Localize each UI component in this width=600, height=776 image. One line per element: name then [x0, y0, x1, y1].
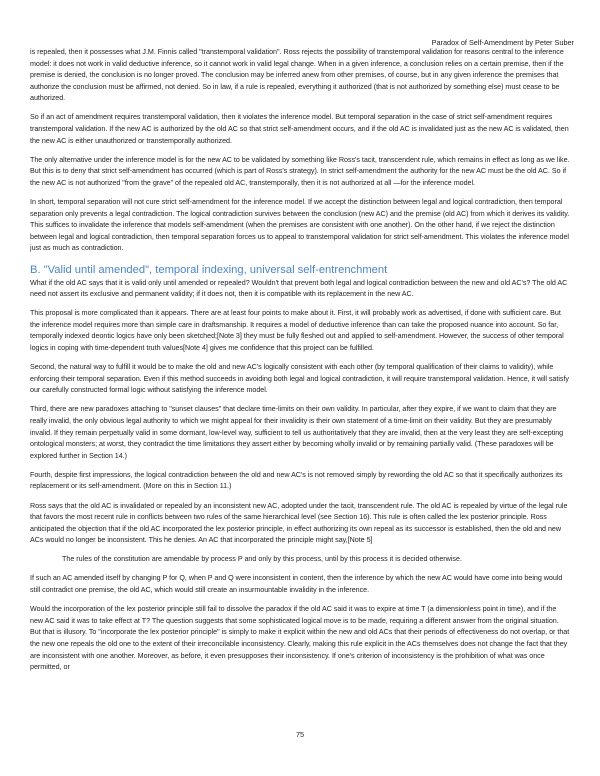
paragraph: Third, there are new paradoxes attaching to "sunset clauses" that declare time-limits on their own validity. In particular, after they expire, if we want to claim that they are really invalid, the only obvious legal authority to which we might appeal for their invalidity is their own statement of a time-limit on their validity. But they are presumably invalid. If they remain perpetually valid in some dormant, low-level way, sufficient to tell us authoritatively that they are invalid, then at the very least they are self-excepting ontological monsters; at worst, they contradict the time limitations they assert either by becoming wholly invalid or by remaining partially valid. (These paradoxes will be explored further in Section 14.): [30, 405, 564, 460]
paragraph: The only alternative under the inference model is for the new AC to be validated by something like Ross's tacit, transcendent rule, which remains in effect as long as we like. But this is to deny that strict self-amendment has occurred (which is part of Ross's strategy). In strict self-amendment the authority for the new AC must be the old AC. So if the new AC is not authorized "from the grave" of the repealed old AC, transtemporally, then it is not authorized at all —for the inference model.: [30, 155, 570, 187]
paragraph: Fourth, despite first impressions, the logical contradiction between the old and new AC's is not removed simply by rewording the old AC so that it specifically authorizes its replacement or its self-amendment. (More on this in Section 11.): [30, 470, 563, 491]
paragraph: In short, temporal separation will not cure strict self-amendment for the inference model. If we accept the distinction between legal and logical contradiction, then temporal separation only prevents a legal contradiction. The logical contradiction survives between the conclusion (new AC) and the premise (old AC) from which it derives its validity. This suffices to invalidate the inference that models self-amendment (when the premises are consistent with one another). On the other hand, if we reject the distinction between legal and logical contradiction, then temporal separation forces us to appeal to transtemporal validation for strict self-amendment. This violates the inference model just as much as contradiction.: [30, 198, 570, 253]
page-number: 75: [295, 730, 305, 739]
paragraph: So if an act of amendment requires transtemporal validation, then it violates the inference model. But temporal separation in the case of strict self-amendment requires transtemporal validation. If the new AC is authorized by the old AC so that strict self-amendment occurs, and if the old AC is invalidated just as the new AC is validated, then the new AC is either unauthorized or transtemporally authorized.: [30, 113, 569, 145]
paragraph: If such an AC amended itself by changing P for Q, when P and Q were inconsistent in content, then the inference by which the new AC would have come into being would still contradict one premise, the old AC, which would still create an insurmountable invalidity in the inference.: [30, 574, 563, 595]
paragraph: Ross says that the old AC is invalidated or repealed by an inconsistent new AC, adopted under the tacit, transcendent rule. The old AC is repealed by virtue of the legal rule that favors the most recent rule in conflicts between two rules of the same hierarchical level (see Section 16). This rule is often called the lex posterior principle. Ross anticipated the objection that if the old AC incorporated the lex posterior principle, in effect authorizing its own repeal as its successor is established, then the old and new ACs would no longer be inconsistent. This he denies. An AC that incorporated the principle might say,[Note 5]: [30, 501, 568, 545]
paragraph: This proposal is more complicated than it appears. There are at least four points to make about it. First, it will probably work as advertised, if done with sufficient care. But the inference model requires more than simple care in draftsmanship. It requires a model of deductive inference than can take the proposed nuance into account. So far, temporally indexed deontic logics have only been sketched;[Note 3] they must be fully fleshed out and applied to self-amendment. However, the success of other temporal logics in coping with time-dependent truth values[Note 4] gives me confidence that this project can be fulfilled.: [30, 309, 564, 352]
paragraph: Second, the natural way to fulfill it would be to make the old and new AC's logically consistent with each other (by temporal qualification of their claims to validity), while enforcing their temporal separation. Even if this method succeeds in avoiding both legal and logical contradiction, it will require transtemporal validation. Hence, it will satisfy our carefully constructed formal logic without satisfying the inference model.: [30, 363, 569, 395]
block-quote: The rules of the constitution are amendable by process P and only by this process, until by this process it is decided otherwise.: [62, 555, 462, 564]
paragraph: What if the old AC says that it is valid only until amended or repealed? Wouldn't that prevent both legal and logical contradiction between the new and old AC's? The old AC need not assert its exclusive and permanent validity; if it does not, then it is compatible with its replacement in the new AC.: [30, 278, 568, 299]
page-content: [30, 47, 570, 681]
running-header: Paradox of Self-Amendment by Peter Suber: [431, 38, 574, 47]
paragraph: is repealed, then it possesses what J.M. Finnis called "transtemporal validation". Ross rejects the possibility of transtemporal validation for reasons central to the inference model: it does not work in valid deductive inference, so it cannot work in valid legal change. When in a given inference, a conclusion relies on a certain premise, then if the premise is denied, the conclusion is no longer proved. The conclusion may be inferred anew from other premises, of course, but in any given inference the premises that authorize the conclusion must be affirmed, not denied. So in law, if a rule is repealed, everything it authorized (that is not authorized by something else) must cease to be authorized.: [30, 48, 564, 103]
paragraph: Would the incorporation of the lex posterior principle still fail to dissolve the paradox if the old AC said it was to expire at time T (a dimensionless point in time), and if the new AC said it was to take effect at T? The question suggests that some sophisticated logical move is to be made, requiring a different answer from the original situation. But that is illusory. To "incorporate the lex posterior principle" is simply to make it explicit within the new and old ACs that their periods of effectiveness do not overlap, or that the new one repeals the old one to the extent of their irreconcilable inconsistency. Clearly, making this rule explicit in the ACs themselves does not change the fact that they are inconsistent with one another. Moreover, as before, it even presupposes their inconsistency. If one's criterion of inconsistency is the prohibition of what was once permitted, or: [30, 605, 570, 672]
section-heading: B. "Valid until amended", temporal indexing, universal self-entrenchment: [30, 263, 388, 276]
